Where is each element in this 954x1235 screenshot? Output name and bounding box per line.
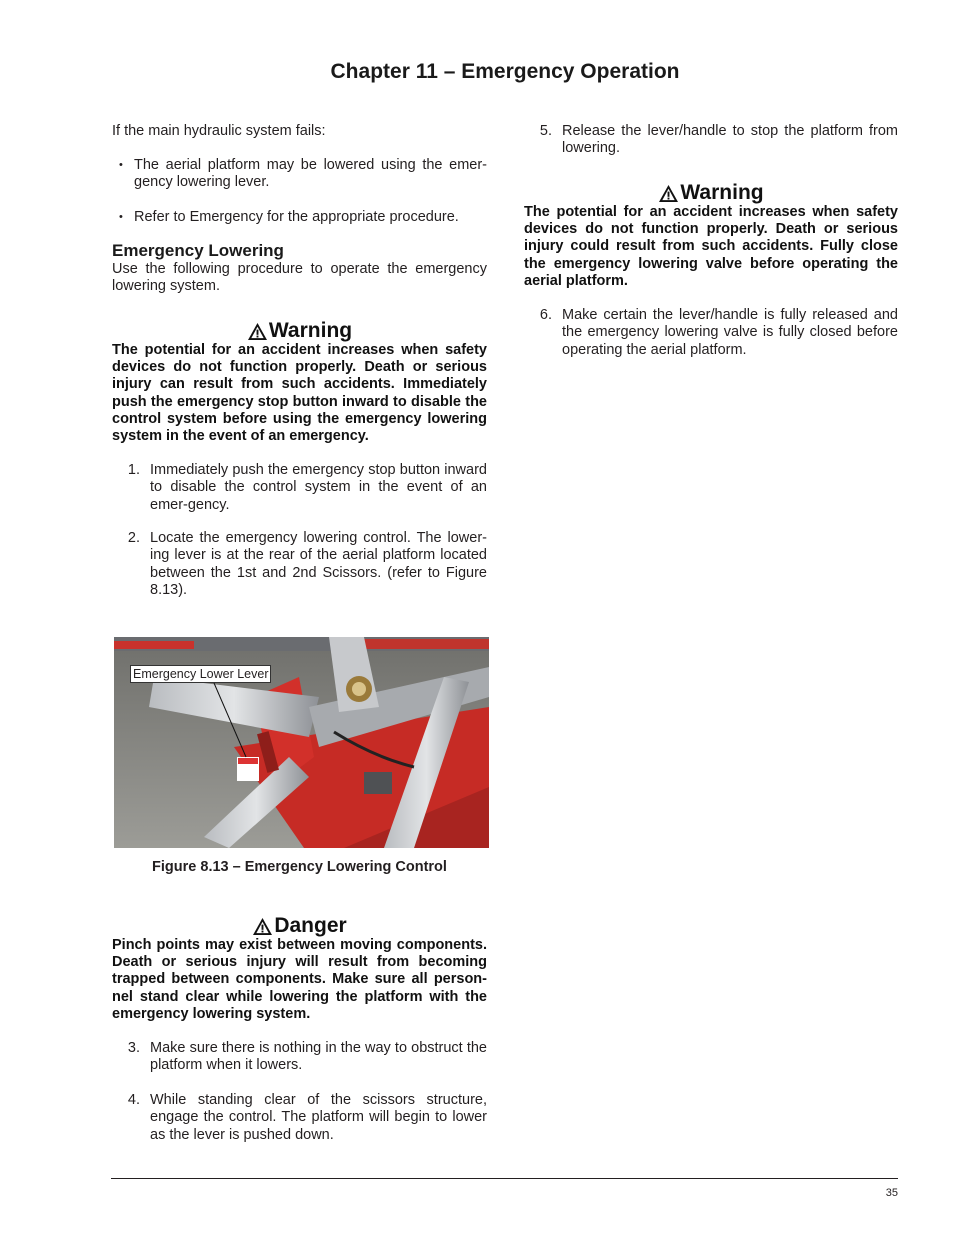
danger-heading: Danger bbox=[112, 914, 487, 938]
section-text: Use the following procedure to operate the emergency lowering system. bbox=[112, 261, 487, 295]
step-3: 3. Make sure there is nothing in the way to obstruct the platform when it lowers. bbox=[127, 1040, 487, 1074]
intro-text: If the main hydraulic system fails: bbox=[112, 123, 326, 139]
warning-triangle-icon bbox=[247, 322, 268, 341]
step-6: 6. Make certain the lever/handle is fully released and the emergency lowering valve is fully closed before operating the aerial platform. bbox=[539, 307, 898, 358]
step-5: 5. Release the lever/handle to stop the platform from lowering. bbox=[539, 123, 898, 157]
warning-text: The potential for an accident increases when safety devices do not function properly. Death or serious injury can result from such accidents. Immediately push the emergency stop button inward to disable the control system before using the emergency lowering system in the event of an emergency. bbox=[112, 342, 487, 445]
chapter-title: Chapter 11 – Emergency Operation bbox=[330, 60, 680, 83]
bullet-text: The aerial platform may be lowered using the emer-gency lowering lever. bbox=[134, 157, 487, 191]
step-2: 2. Locate the emergency lowering control. The lower-ing lever is at the rear of the aerial platform located between the 1st and 2nd Scissors. (refer to Figure 8.13). bbox=[127, 530, 487, 599]
section-heading: Emergency Lowering bbox=[112, 241, 284, 260]
warning-heading: Warning bbox=[112, 319, 487, 343]
warning-text-2: The potential for an accident increases when safety devices do not function properly. Death or serious injury could result from such accidents. Fully close the emergency lowering valve before operating the aerial platform. bbox=[524, 204, 898, 289]
list-item bbox=[112, 209, 487, 226]
bullet-text: Refer to Emergency for the appropriate procedure. bbox=[134, 209, 459, 225]
warning-heading-2: Warning bbox=[524, 181, 898, 205]
footer-rule bbox=[111, 1178, 898, 1179]
step-1: 1. Immediately push the emergency stop button inward to disable the control system in the event of an emer-gency. bbox=[127, 462, 487, 513]
figure-callout-label: Emergency Lower Lever bbox=[130, 665, 271, 683]
bullet-icon: • bbox=[119, 211, 123, 223]
warning-triangle-icon bbox=[252, 917, 273, 936]
page-number: 35 bbox=[885, 1187, 898, 1199]
step-4: 4. While standing clear of the scissors structure, engage the control. The platform will begin to lower as the lever is pushed down. bbox=[127, 1092, 487, 1143]
figure-caption: Figure 8.13 – Emergency Lowering Control bbox=[152, 859, 447, 875]
list-item bbox=[112, 157, 487, 192]
warning-triangle-icon bbox=[658, 184, 679, 203]
danger-text: Pinch points may exist between moving components. Death or serious injury will result from becoming trapped between components. Make sure all person-nel stand clear while lowering the platform with the emergency lowering system. bbox=[112, 937, 487, 1022]
bullet-icon: • bbox=[119, 159, 123, 171]
